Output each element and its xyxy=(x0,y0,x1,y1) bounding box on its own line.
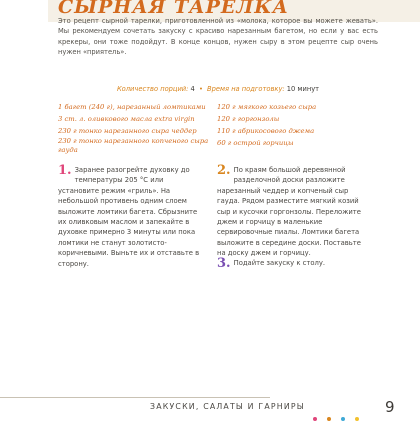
decorative-dot-icon xyxy=(355,417,359,421)
footer-dots xyxy=(313,406,364,425)
step-number: 3. xyxy=(217,256,231,271)
step-number: 2. xyxy=(217,163,231,178)
recipe-meta xyxy=(58,85,378,93)
decorative-dot-icon xyxy=(313,417,317,421)
ingredient-item: 120 г мягкого козьего сыра xyxy=(217,103,317,111)
section-title: ЗАКУСКИ, САЛАТЫ И ГАРНИРЫ xyxy=(150,402,305,411)
step-1 xyxy=(58,165,206,269)
intro-paragraph: Это рецепт сырной тарелки, приготовленной из «молока, которое вы можете жевать». Мы рекомендуем сочетать закуску с красиво нарезанным багетом, но если у вас есть крекеры, они тоже подойдут. В конце концов, нужен сыру в этом рецепте сыр очень нужен «приятель». xyxy=(58,17,378,57)
decorative-dot-icon xyxy=(341,417,345,421)
page-number: 9 xyxy=(385,398,395,416)
ingredient-item: 230 г тонко нарезанного копченого сыра гауда xyxy=(58,137,209,154)
prep-time-label: Время на подготовку: xyxy=(207,85,285,93)
ingredients-left-column xyxy=(58,101,213,155)
step-3 xyxy=(217,258,377,269)
step-number: 1. xyxy=(58,163,72,178)
ingredient-item: 60 г острой горчицы xyxy=(217,139,294,147)
page-footer xyxy=(0,397,420,420)
decorative-dot-icon xyxy=(327,417,331,421)
ingredient-item: 3 ст. л. оливкового масла extra virgin xyxy=(58,115,195,123)
step-2 xyxy=(217,165,365,259)
footer-divider xyxy=(0,397,270,398)
recipe-title: СЫРНАЯ ТАРЕЛКА xyxy=(58,0,289,18)
ingredient-item: 120 г горгонзолы xyxy=(217,115,280,123)
servings-value: 4 xyxy=(190,85,195,93)
ingredient-item: 110 г абрикосового джема xyxy=(217,127,315,135)
ingredients-right-column xyxy=(217,101,377,149)
ingredient-item: 230 г тонко нарезанного сыра чеддер xyxy=(58,127,197,135)
servings-label: Количество порций: xyxy=(116,85,189,93)
meta-separator: • xyxy=(198,85,203,93)
step-text: Подайте закуску к столу. xyxy=(233,259,326,267)
step-text: По краям большой деревянной разделочной доски разложите нарезанный чеддер и копченый сыр гауда. Рядом разместите мягкий козий сыр и кусочки горгонзолы. Переложите джем и горчицу в маленькие сервировочные пиалы. Ломтики багета выложите в середине доски. Поставьте на доску джем и горчицу. xyxy=(217,166,361,258)
ingredient-item: 1 багет (240 г), нарезанный ломтиками xyxy=(58,103,206,111)
step-text: Заранее разогрейте духовку до температуры 205 °С или установите режим «гриль». На небольшой противень одним слоем выложите ломтики багета. Сбрызните их оливковым маслом и запекайте в духовке примерно 3 минуты или пока ломтики не станут золотисто-коричневыми. Выньте их и отставьте в сторону. xyxy=(58,166,200,268)
prep-time-value: 10 минут xyxy=(286,85,320,93)
